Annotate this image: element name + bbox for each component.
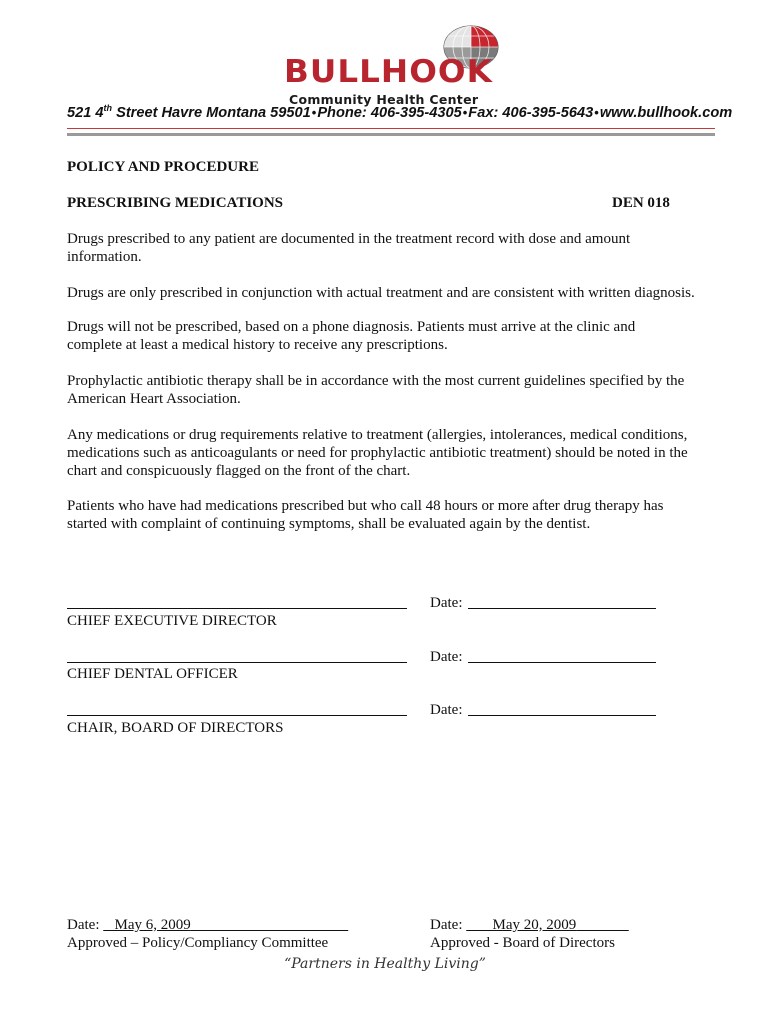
paragraph-1: Drugs prescribed to any patient are documented in the treatment record with dose and amount information. <box>67 231 631 265</box>
approval-caption-right: Approved - Board of Directors <box>430 935 615 951</box>
date-field[interactable] <box>468 662 656 663</box>
street-number: 521 4 <box>67 104 104 121</box>
paragraph-6: Patients who have had medications prescribed but who call 48 hours or more after drug therapy has started with complaint of continuing symptoms, shall be evaluated again by the dentist. <box>67 498 664 532</box>
approval-date-label: Date: <box>430 917 463 933</box>
date-label: Date: <box>430 595 463 611</box>
paragraph-5: Any medications or drug requirements relative to treatment (allergies, intolerances, medical conditions, medications such as anticoagulants or need for prophylactic antibiotic treatment) should be noted in the chart and conspicuously flagged on the front of the chart. <box>67 427 688 479</box>
footer-tagline: “Partners in Healthy Living” <box>284 956 486 972</box>
bullet-separator: • <box>594 104 599 120</box>
phone-number: Phone: 406-395-4305 <box>317 104 462 121</box>
org-name: BULLHOOK <box>284 54 493 90</box>
signature-line[interactable] <box>67 715 407 716</box>
date-label: Date: <box>430 702 463 718</box>
approval-date-left <box>67 916 348 934</box>
date-field[interactable] <box>468 608 656 609</box>
street-suffix: th <box>103 103 113 113</box>
date-label: Date: <box>430 649 463 665</box>
approval-date-value: May 6, 2009 <box>114 917 191 933</box>
approval-date-label: Date: <box>67 917 100 933</box>
paragraph-4: Prophylactic antibiotic therapy shall be in accordance with the most current guidelines specified by the American Heart Association. <box>67 373 685 407</box>
signer-title: CHIEF EXECUTIVE DIRECTOR <box>67 613 277 629</box>
signature-line[interactable] <box>67 662 407 663</box>
policy-heading: POLICY AND PROCEDURE <box>67 159 259 175</box>
fax-number: Fax: 406-395-5643 <box>468 104 594 121</box>
policy-title: PRESCRIBING MEDICATIONS <box>67 195 284 211</box>
bullet-separator: • <box>311 104 317 120</box>
signature-line[interactable] <box>67 608 407 609</box>
paragraph-3: Drugs will not be prescribed, based on a phone diagnosis. Patients must arrive at the clinic and complete at least a medical history to receive any prescriptions. <box>67 319 636 353</box>
signer-title: CHIEF DENTAL OFFICER <box>67 666 238 682</box>
website-link[interactable]: www.bullhook.com <box>599 104 733 121</box>
date-field[interactable] <box>468 715 656 716</box>
signer-title: CHAIR, BOARD OF DIRECTORS <box>67 720 284 736</box>
approval-caption-left: Approved – Policy/Compliancy Committee <box>67 935 329 951</box>
approval-date-value: May 20, 2009 <box>492 917 577 933</box>
policy-code: DEN 018 <box>612 195 670 211</box>
header-rule-gray <box>67 133 715 136</box>
address-line <box>67 103 733 121</box>
approval-date-right <box>430 916 629 934</box>
street-rest: Street Havre Montana 59501 <box>112 104 311 121</box>
org-subtitle: Community Health Center <box>289 92 479 107</box>
org-logo <box>276 24 512 107</box>
header-rule-red <box>67 128 715 129</box>
bullet-separator: • <box>462 104 468 120</box>
paragraph-2: Drugs are only prescribed in conjunction with actual treatment and are consistent with written diagnosis. <box>67 285 695 301</box>
